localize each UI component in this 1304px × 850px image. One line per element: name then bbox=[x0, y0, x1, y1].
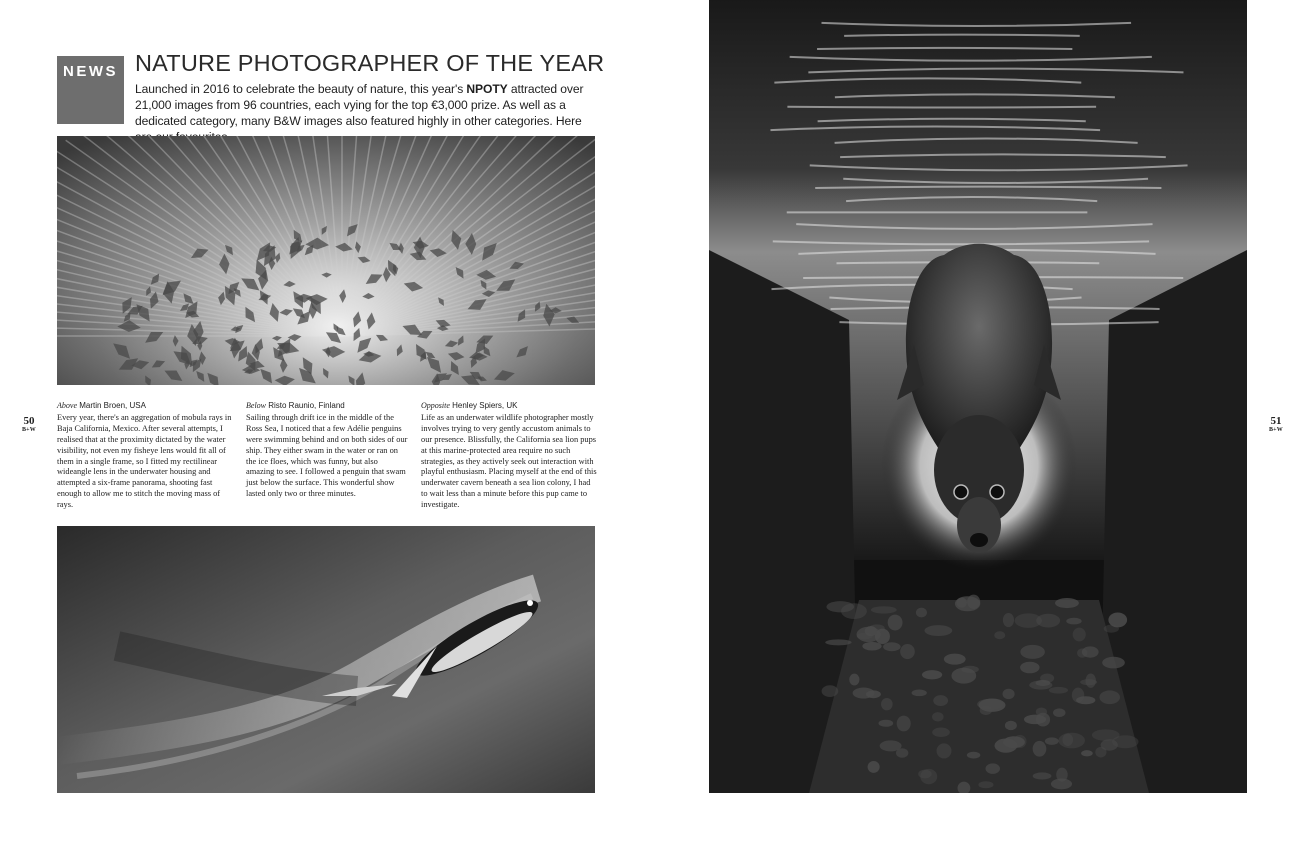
mobula-rays-image bbox=[57, 136, 595, 385]
folio-left bbox=[16, 416, 42, 433]
mobula-rays-photo bbox=[57, 136, 595, 385]
caption-body: Sailing through drift ice in the middle of the Ross Sea, I noticed that a few Adélie penguins were swimming behind and on both sides of our ship. They either swam in the water or ran on the ice floes, which was funny, but also amazing to see. I followed a penguin that swam just below the surface. This wonderful show lasted only two or three minutes. bbox=[246, 412, 408, 499]
caption-opposite bbox=[421, 401, 599, 511]
folio-right bbox=[1263, 416, 1289, 433]
standfirst-npoty: NPOTY bbox=[466, 82, 508, 96]
sea-lion-photo bbox=[709, 0, 1247, 793]
standfirst-text-end: attracted over 21,000 images from 96 countries, each vying for the top €3,000 prize. As well as a dedicated category, many B&W images also featured highly in other categories. Here bbox=[135, 82, 584, 128]
page-number: 51 bbox=[1270, 415, 1282, 427]
news-badge: NEWS bbox=[57, 56, 124, 124]
caption-credit: Above Martin Broen, USA bbox=[57, 401, 146, 410]
page-number: 50 bbox=[23, 415, 35, 427]
caption-credit: Below Risto Raunio, Finland bbox=[246, 401, 345, 410]
standfirst-text: Launched in 2016 to celebrate the beauty of nature, this year's bbox=[135, 82, 467, 96]
penguin-photo bbox=[57, 526, 595, 793]
article-headline: NATURE PHOTOGRAPHER OF THE YEAR bbox=[135, 50, 605, 76]
caption-body: Life as an underwater wildlife photographer mostly involves trying to very gently accustom animals to our presence. Blissfully, the California sea lion pups at this marine-protected area require no such strategies, as they actively seek out interaction with playful enthusiasm. Placing myself at the end of this underwater cavern beneath a sea lion colony, I had to wait less than a minute before this pup came to investigate. bbox=[421, 412, 597, 510]
penguin-image bbox=[57, 526, 595, 793]
magazine-mark: B+W bbox=[21, 427, 37, 433]
magazine-mark: B+W bbox=[1268, 427, 1284, 433]
caption-body: Every year, there's an aggregation of mobula rays in Baja California, Mexico. After several attempts, I realised that at the proximity dictated by the water visibility, not even my fisheye lens would fit all of them in a single frame, so I fitted my rectilinear wideangle lens in the underwater housing and attempted a six-frame panorama, shooting fast enough to allow me to stitch the moving mass of rays. bbox=[57, 412, 232, 510]
sea-lion-image bbox=[709, 0, 1247, 793]
caption-above bbox=[57, 401, 237, 511]
caption-credit: Opposite Henley Spiers, UK bbox=[421, 401, 518, 410]
caption-below bbox=[246, 401, 408, 500]
